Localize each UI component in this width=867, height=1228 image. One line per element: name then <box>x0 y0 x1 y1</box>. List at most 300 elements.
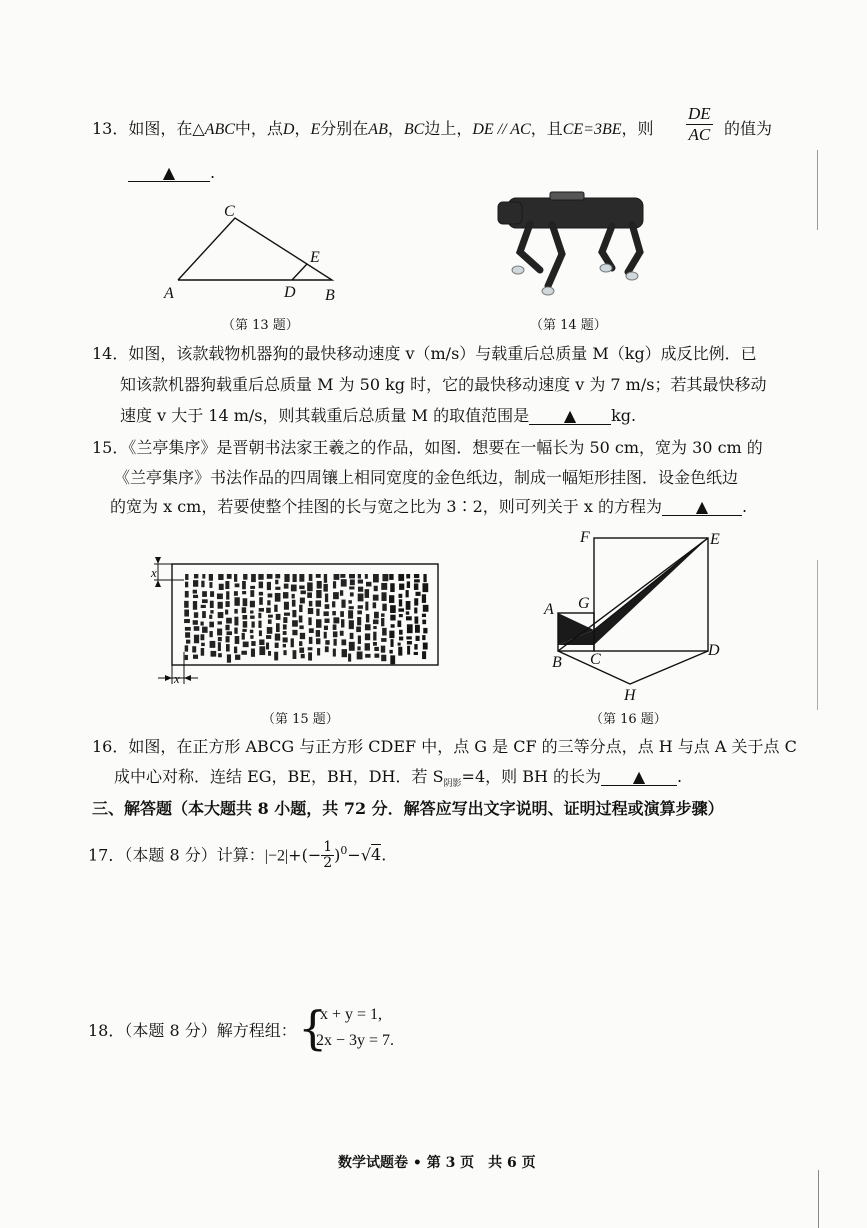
calligraphy-stroke <box>242 581 246 589</box>
calligraphy-stroke <box>251 641 255 646</box>
calligraphy-stroke <box>340 590 343 596</box>
question-15-line-3 <box>110 496 747 518</box>
label-a: A <box>544 601 554 618</box>
arrow-icon <box>155 580 161 587</box>
question-17 <box>88 838 386 871</box>
calligraphy-stroke <box>349 574 355 578</box>
calligraphy-stroke <box>414 574 419 578</box>
question-15-line-1 <box>92 437 763 459</box>
calligraphy-stroke <box>193 620 198 625</box>
calligraphy-stroke <box>350 579 355 585</box>
calligraphy-stroke <box>415 625 420 633</box>
scan-edge-mark <box>818 1170 819 1228</box>
calligraphy-stroke <box>365 624 371 630</box>
calligraphy-stroke <box>227 574 232 579</box>
calligraphy-stroke <box>399 584 404 590</box>
calligraphy-stroke <box>194 574 198 578</box>
q17-text: （本题 8 分）计算： <box>124 845 265 865</box>
calligraphy-stroke <box>374 586 378 591</box>
fraction-numerator: 1 <box>323 839 333 856</box>
question-number: 16． <box>92 737 129 756</box>
q13-text: 如图，在△ <box>128 119 205 138</box>
calligraphy-stroke <box>398 647 402 656</box>
calligraphy-stroke <box>283 644 286 647</box>
calligraphy-stroke <box>406 611 409 614</box>
calligraphy-stroke <box>274 605 277 612</box>
calligraphy-stroke <box>283 631 287 635</box>
figure-13-caption: （第 13 题） <box>222 318 299 333</box>
calligraphy-stroke <box>267 600 270 605</box>
operator: + <box>288 845 302 865</box>
question-15-line-2: 《兰亭集序》书法作品的四周镶上相同宽度的金色纸边，制成一幅矩形挂图．设金色纸边 <box>114 468 739 487</box>
calligraphy-stroke <box>325 646 329 652</box>
calligraphy-stroke <box>293 574 297 582</box>
shaded-region-diagonal <box>594 538 708 645</box>
q13-text: ，且 <box>530 119 563 138</box>
calligraphy-stroke <box>342 649 347 657</box>
calligraphy-stroke <box>274 652 278 661</box>
calligraphy-stroke <box>299 616 303 623</box>
calligraphy-stroke <box>309 628 314 633</box>
calligraphy-stroke <box>185 627 191 631</box>
calligraphy-stroke <box>185 574 188 580</box>
calligraphy-stroke <box>267 627 273 634</box>
equation-2: 2x − 3y = 7. <box>316 1032 395 1049</box>
calligraphy-stroke <box>283 624 287 629</box>
calligraphy-stroke <box>365 643 370 650</box>
calligraphy-stroke <box>194 635 199 644</box>
fraction <box>686 104 713 145</box>
calligraphy-stroke <box>266 643 269 650</box>
calligraphy-stroke <box>406 590 409 597</box>
calligraphy-stroke <box>283 617 287 623</box>
calligraphy-stroke <box>390 615 395 621</box>
calligraphy-stroke <box>242 633 245 640</box>
figure-14-robot-dog <box>490 190 670 310</box>
calligraphy-stroke <box>292 600 296 607</box>
label-e: E <box>310 249 320 266</box>
calligraphy-stroke <box>333 592 339 599</box>
q13-math: AB <box>368 121 388 138</box>
calligraphy-stroke <box>332 601 335 607</box>
calligraphy-stroke <box>389 595 394 603</box>
calligraphy-stroke <box>235 655 240 660</box>
q17-end: . <box>381 845 387 865</box>
calligraphy-stroke <box>407 646 410 655</box>
label-d: D <box>284 284 296 301</box>
calligraphy-stroke <box>316 609 319 616</box>
abs-value: |−2| <box>264 847 289 865</box>
calligraphy-stroke <box>406 616 412 620</box>
sqrt-argument: 4 <box>371 845 382 865</box>
calligraphy-stroke <box>414 598 418 605</box>
calligraphy-stroke <box>275 634 280 641</box>
calligraphy-stroke <box>349 606 354 609</box>
question-16-line-2 <box>114 766 682 795</box>
calligraphy-stroke <box>226 644 230 651</box>
calligraphy-stroke <box>185 591 189 598</box>
q15-text: 《兰亭集序》是晋朝书法家王羲之的作品，如图．想要在一幅长为 50 cm，宽为 30 cm 的 <box>128 438 763 457</box>
q13-math: E <box>310 121 321 138</box>
calligraphy-stroke <box>209 574 213 581</box>
figure-15-calligraphy-frame <box>150 544 445 692</box>
calligraphy-stroke <box>324 619 329 623</box>
calligraphy-stroke <box>316 600 322 606</box>
calligraphy-stroke <box>284 602 289 610</box>
calligraphy-stroke <box>225 625 229 630</box>
arrow-icon <box>184 675 191 681</box>
calligraphy-stroke <box>373 642 377 646</box>
q16-end: . <box>677 767 683 786</box>
calligraphy-stroke <box>398 643 401 646</box>
calligraphy-stroke <box>258 574 263 580</box>
calligraphy-stroke <box>218 612 224 618</box>
calligraphy-stroke <box>300 598 305 604</box>
calligraphy-stroke <box>250 590 254 597</box>
calligraphy-stroke <box>423 643 428 650</box>
calligraphy-stroke <box>316 619 321 628</box>
calligraphy-stroke <box>324 632 327 639</box>
calligraphy-stroke <box>299 585 304 589</box>
calligraphy-stroke <box>365 633 370 640</box>
calligraphy-stroke <box>422 620 426 625</box>
calligraphy-stroke <box>284 584 289 589</box>
calligraphy-stroke <box>219 584 224 590</box>
calligraphy-stroke <box>259 597 263 605</box>
calligraphy-stroke <box>242 591 246 594</box>
calligraphy-stroke <box>259 592 263 596</box>
robot-leg-front-right <box>548 224 562 286</box>
q13-math: D <box>282 121 295 138</box>
calligraphy-stroke <box>292 610 296 617</box>
calligraphy-stroke <box>422 651 426 659</box>
calligraphy-stroke <box>341 579 347 586</box>
calligraphy-stroke <box>226 618 232 624</box>
calligraphy-stroke <box>259 630 262 636</box>
calligraphy-stroke <box>299 648 304 653</box>
calligraphy-stroke <box>268 593 273 597</box>
label-c: C <box>224 203 235 220</box>
question-18 <box>88 1020 297 1042</box>
calligraphy-stroke <box>251 648 255 656</box>
sqrt-symbol-icon: √ <box>360 845 372 865</box>
calligraphy-stroke <box>242 615 247 619</box>
calligraphy-stroke <box>234 647 237 654</box>
calligraphy-stroke <box>234 617 238 626</box>
answer-blank: ▲ <box>128 165 210 182</box>
calligraphy-stroke <box>381 646 385 653</box>
calligraphy-stroke <box>358 587 363 592</box>
calligraphy-stroke <box>414 583 418 589</box>
calligraphy-stroke <box>423 605 429 612</box>
calligraphy-stroke <box>317 581 322 589</box>
calligraphy-stroke <box>292 630 297 635</box>
calligraphy-stroke <box>307 582 312 591</box>
calligraphy-stroke <box>235 583 240 587</box>
calligraphy-stroke <box>275 587 280 590</box>
calligraphy-stroke <box>201 605 206 608</box>
calligraphy-stroke <box>308 608 313 614</box>
robot-top-rail <box>550 192 584 200</box>
calligraphy-stroke <box>316 590 321 598</box>
calligraphy-stroke <box>381 613 385 616</box>
question-13-line-1 <box>92 118 654 141</box>
calligraphy-stroke <box>308 617 311 625</box>
label-b: B <box>552 654 562 671</box>
calligraphy-stroke <box>358 594 364 602</box>
operator: − <box>347 845 361 865</box>
calligraphy-artwork <box>184 574 428 664</box>
calligraphy-stroke <box>349 620 354 629</box>
q13-text: 分别在 <box>320 119 369 138</box>
calligraphy-stroke <box>416 636 420 641</box>
calligraphy-stroke <box>250 616 254 619</box>
calligraphy-stroke <box>381 583 387 590</box>
calligraphy-stroke <box>373 602 377 608</box>
calligraphy-stroke <box>373 574 379 582</box>
q13-end: . <box>210 163 216 182</box>
question-number: 15． <box>92 438 129 457</box>
calligraphy-stroke <box>308 652 312 660</box>
calligraphy-stroke <box>293 650 297 659</box>
calligraphy-stroke <box>243 642 249 648</box>
calligraphy-stroke <box>333 581 336 588</box>
calligraphy-stroke <box>291 638 294 647</box>
q13-math: CE=3BE <box>562 121 622 138</box>
calligraphy-stroke <box>324 626 328 630</box>
calligraphy-stroke <box>349 586 354 589</box>
scan-edge-mark <box>817 150 818 230</box>
calligraphy-stroke <box>309 601 313 607</box>
calligraphy-stroke <box>300 590 305 594</box>
calligraphy-stroke <box>184 601 188 608</box>
calligraphy-stroke <box>423 628 427 633</box>
label-e: E <box>710 531 720 548</box>
calligraphy-stroke <box>407 641 412 644</box>
label-x-top: x <box>151 565 157 580</box>
label-g: G <box>578 595 590 612</box>
calligraphy-stroke <box>390 583 394 592</box>
question-number: 18． <box>88 1021 125 1040</box>
calligraphy-stroke <box>193 595 198 598</box>
calligraphy-stroke <box>234 597 239 606</box>
calligraphy-stroke <box>226 591 229 599</box>
calligraphy-stroke <box>356 627 361 633</box>
fraction-numerator: DE <box>688 104 711 123</box>
calligraphy-stroke <box>373 632 376 641</box>
calligraphy-stroke <box>251 621 254 627</box>
calligraphy-stroke <box>414 608 417 614</box>
calligraphy-stroke <box>308 647 313 650</box>
calligraphy-stroke <box>209 631 212 637</box>
calligraphy-stroke <box>299 574 304 582</box>
q13-answer-line <box>128 162 215 184</box>
calligraphy-stroke <box>325 594 328 603</box>
calligraphy-stroke <box>358 605 363 609</box>
calligraphy-stroke <box>202 611 206 618</box>
calligraphy-stroke <box>210 641 216 648</box>
answer-blank: ▲ <box>601 769 677 786</box>
calligraphy-stroke <box>258 621 261 628</box>
calligraphy-stroke <box>397 620 401 627</box>
figure-13-triangle <box>160 198 350 308</box>
calligraphy-stroke <box>374 612 379 619</box>
calligraphy-stroke <box>374 647 379 651</box>
calligraphy-stroke <box>202 591 207 597</box>
calligraphy-stroke <box>192 646 196 652</box>
calligraphy-stroke <box>267 582 271 590</box>
calligraphy-stroke <box>422 614 426 617</box>
calligraphy-stroke <box>398 574 404 581</box>
q13-text: 中，点 <box>234 119 283 138</box>
calligraphy-stroke <box>390 655 395 664</box>
answer-blank: ▲ <box>662 499 742 516</box>
label-f: F <box>580 529 590 546</box>
calligraphy-stroke <box>275 580 278 585</box>
calligraphy-stroke <box>407 581 410 588</box>
calligraphy-stroke <box>210 591 214 597</box>
q15-end: . <box>741 497 748 516</box>
question-14-line-3 <box>120 405 636 427</box>
calligraphy-stroke <box>217 629 222 636</box>
question-number: 13． <box>92 119 129 138</box>
calligraphy-stroke <box>234 591 238 596</box>
calligraphy-stroke <box>243 621 247 628</box>
calligraphy-stroke <box>300 633 305 639</box>
calligraphy-stroke <box>414 652 418 655</box>
calligraphy-stroke <box>333 617 339 623</box>
calligraphy-stroke <box>325 604 330 609</box>
calligraphy-stroke <box>301 654 305 658</box>
calligraphy-stroke <box>333 639 336 646</box>
calligraphy-stroke <box>348 610 353 618</box>
calligraphy-stroke <box>422 594 426 603</box>
segment-ge <box>594 538 708 630</box>
q13-math: DE // AC <box>472 121 531 138</box>
robot-leg-rear-right <box>628 224 640 272</box>
arrow-icon <box>165 675 172 681</box>
q14-unit: kg. <box>611 406 637 425</box>
calligraphy-stroke <box>349 642 355 651</box>
calligraphy-stroke <box>225 610 228 615</box>
calligraphy-stroke <box>381 618 384 626</box>
calligraphy-stroke <box>323 584 327 592</box>
calligraphy-stroke <box>399 599 402 606</box>
calligraphy-stroke <box>398 594 402 598</box>
calligraphy-stroke <box>235 636 240 644</box>
calligraphy-stroke <box>226 631 232 635</box>
calligraphy-stroke <box>194 612 198 618</box>
calligraphy-stroke <box>218 574 223 580</box>
calligraphy-stroke <box>333 649 336 657</box>
calligraphy-stroke <box>210 601 214 608</box>
calligraphy-stroke <box>350 592 354 596</box>
calligraphy-stroke <box>243 574 247 580</box>
arrow-icon <box>155 557 161 564</box>
calligraphy-stroke <box>194 626 200 631</box>
calligraphy-stroke <box>217 593 223 599</box>
calligraphy-stroke <box>358 636 361 644</box>
question-16-line-1 <box>92 736 797 758</box>
calligraphy-stroke <box>407 624 413 633</box>
label-a: A <box>164 285 174 302</box>
calligraphy-stroke <box>243 598 248 606</box>
calligraphy-stroke <box>202 599 208 603</box>
calligraphy-stroke <box>266 608 271 613</box>
fraction-denominator: 2 <box>323 855 333 872</box>
calligraphy-stroke <box>201 648 204 656</box>
calligraphy-stroke <box>267 574 273 579</box>
subscript-shaded: 阴影 <box>443 779 462 790</box>
calligraphy-stroke <box>316 574 321 578</box>
calligraphy-stroke <box>365 654 370 658</box>
calligraphy-stroke <box>341 639 346 645</box>
fraction-denominator: AC <box>688 125 711 144</box>
calligraphy-stroke <box>275 643 279 648</box>
calligraphy-stroke <box>226 601 230 607</box>
calligraphy-stroke <box>259 639 264 645</box>
calligraphy-stroke <box>373 626 376 629</box>
q13-tail: 的值为 <box>724 119 773 138</box>
q16-text: 如图，在正方形 ABCG 与正方形 CDEF 中，点 G 是 CF 的三等分点，点 H 与点 A 关于点 C <box>128 737 797 756</box>
calligraphy-stroke <box>234 609 237 614</box>
calligraphy-stroke <box>299 625 303 629</box>
calligraphy-stroke <box>415 592 420 596</box>
calligraphy-stroke <box>414 616 418 623</box>
calligraphy-stroke <box>340 574 345 578</box>
calligraphy-stroke <box>389 631 394 638</box>
calligraphy-stroke <box>365 602 368 611</box>
calligraphy-stroke <box>193 655 198 659</box>
fraction <box>321 840 334 871</box>
calligraphy-stroke <box>268 651 271 656</box>
calligraphy-stroke <box>234 574 237 582</box>
scan-edge-mark <box>817 560 818 710</box>
equation-1: x + y = 1, <box>320 1006 383 1023</box>
label-d: D <box>708 642 720 659</box>
calligraphy-stroke <box>358 580 363 584</box>
calligraphy-stroke <box>406 636 411 639</box>
calligraphy-stroke <box>209 582 212 588</box>
label-c: C <box>590 651 601 668</box>
calligraphy-stroke <box>307 592 312 598</box>
figure-15-caption: （第 15 题） <box>262 712 339 727</box>
calligraphy-stroke <box>422 635 425 640</box>
calligraphy-stroke <box>423 574 426 582</box>
calligraphy-stroke <box>218 602 223 609</box>
calligraphy-stroke <box>381 638 386 642</box>
calligraphy-stroke <box>218 637 222 641</box>
robot-foot <box>512 266 524 274</box>
calligraphy-stroke <box>259 646 265 655</box>
calligraphy-stroke <box>185 645 188 651</box>
calligraphy-stroke <box>242 629 246 632</box>
q15-text: 的宽为 x cm，若要使整个挂图的长与宽之比为 3∶2，则可列关于 x 的方程为 <box>110 497 662 516</box>
calligraphy-stroke <box>391 624 395 628</box>
square-cdef <box>594 538 708 651</box>
question-number: 14． <box>92 344 129 363</box>
calligraphy-stroke <box>309 637 313 644</box>
calligraphy-stroke <box>226 636 230 642</box>
q14-text: 如图，该款载物机器狗的最快移动速度 v（m/s）与载重后总质量 M（kg）成反比例．已 <box>128 344 757 363</box>
calligraphy-stroke <box>227 654 231 662</box>
q13-math: ABC <box>204 121 235 138</box>
calligraphy-stroke <box>193 590 197 594</box>
calligraphy-stroke <box>406 601 411 610</box>
robot-head <box>498 202 522 224</box>
calligraphy-stroke <box>251 574 256 582</box>
calligraphy-stroke <box>341 600 345 608</box>
